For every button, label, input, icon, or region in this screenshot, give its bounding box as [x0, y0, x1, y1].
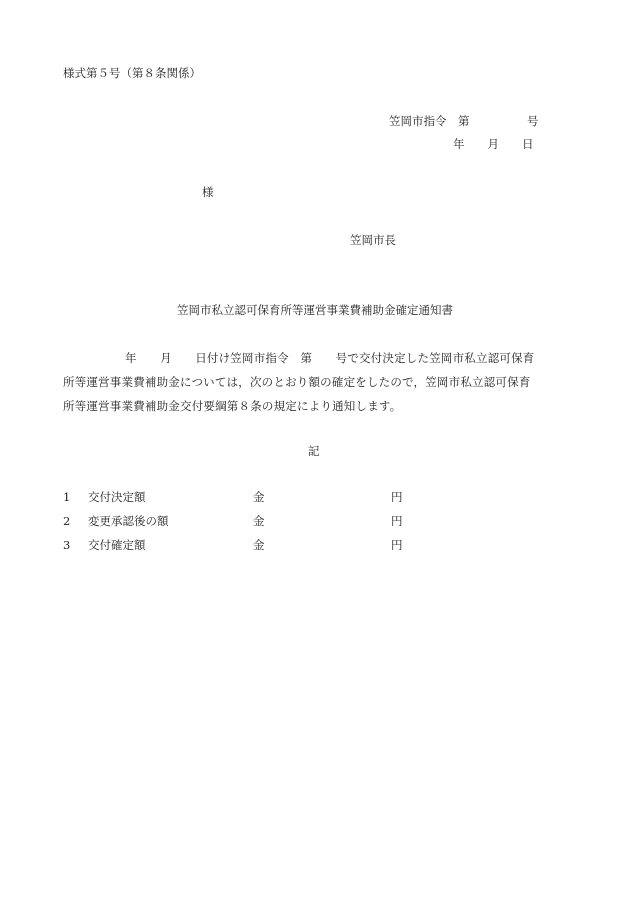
item-yen: 円	[391, 514, 403, 528]
sender-name: 笠岡市長	[350, 233, 396, 247]
item-number: 3	[63, 538, 71, 552]
item-label: 変更承認後の額	[88, 514, 169, 528]
body-paragraph	[63, 346, 583, 418]
item-label: 交付確定額	[88, 538, 146, 552]
reference-number-line: 笠岡市指令 第 号	[389, 114, 539, 128]
ki-heading: 記	[308, 444, 320, 458]
body-line: 所等運営事業費補助金交付要綱第８条の規定により通知します。	[63, 399, 402, 413]
item-yen: 円	[391, 538, 403, 552]
item-kin: 金	[253, 490, 265, 504]
item-kin: 金	[253, 514, 265, 528]
item-number: 1	[63, 490, 71, 504]
list-item	[63, 516, 423, 532]
body-line: 所等運営事業費補助金については，次のとおり額の確定をしたので，笠岡市私立認可保育	[63, 375, 531, 389]
item-number: 2	[63, 514, 71, 528]
list-item	[63, 540, 423, 556]
form-label: 様式第５号（第８条関係）	[63, 66, 201, 80]
item-label: 交付決定額	[88, 490, 146, 504]
document-title: 笠岡市私立認可保育所等運営事業費補助金確定通知書	[177, 303, 453, 317]
date-line: 年 月 日	[453, 137, 534, 151]
addressee-suffix: 様	[202, 185, 214, 199]
body-line: 年 月 日付け笠岡市指令 第 号で交付決定した笠岡市私立認可保育	[125, 351, 535, 365]
item-kin: 金	[253, 538, 265, 552]
list-item	[63, 492, 423, 508]
item-yen: 円	[391, 490, 403, 504]
